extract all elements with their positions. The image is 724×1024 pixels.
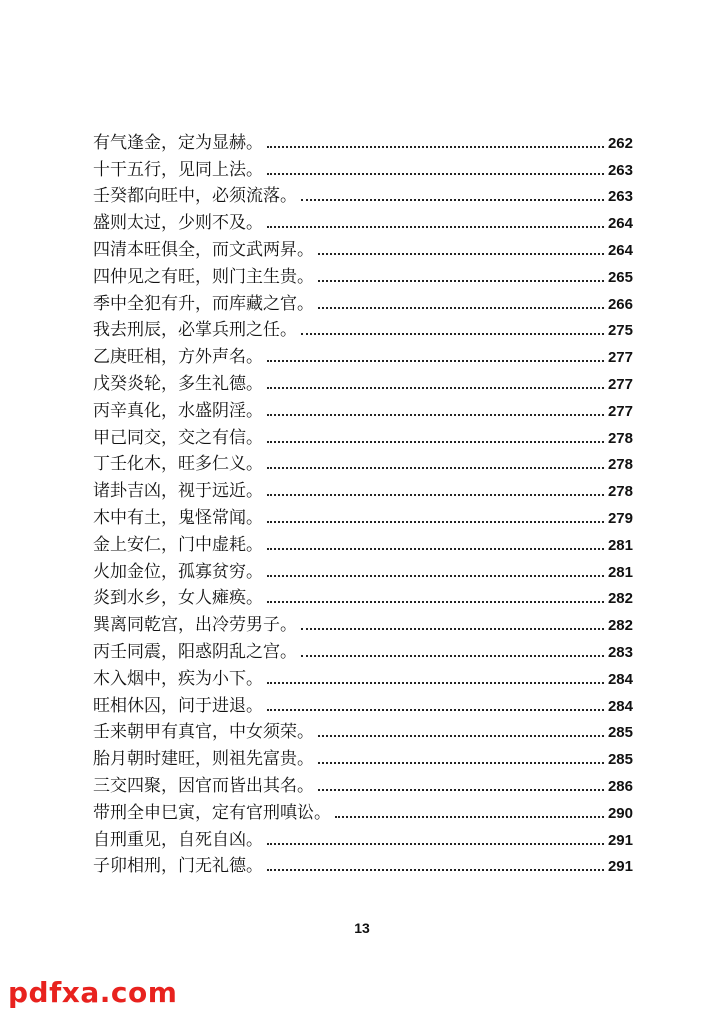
- dot-leader: [267, 414, 604, 416]
- dot-leader: [318, 762, 604, 764]
- dot-leader: [267, 601, 604, 603]
- toc-entry-title: 乙庚旺相，方外声名。: [93, 347, 263, 368]
- toc-entry-title: 甲己同交，交之有信。: [93, 427, 263, 448]
- toc-entry[interactable]: [93, 422, 633, 449]
- toc-entry-page: 266: [607, 295, 633, 313]
- dot-leader: [301, 655, 604, 657]
- dot-leader: [267, 709, 604, 711]
- dot-leader: [267, 843, 604, 845]
- toc-entry[interactable]: [93, 502, 633, 529]
- dot-leader: [267, 387, 604, 389]
- toc-entry-title: 金上安仁，门中虚耗。: [93, 534, 263, 555]
- page-number: 13: [354, 920, 370, 936]
- toc-entry[interactable]: [93, 207, 633, 234]
- toc-entry-page: 279: [607, 509, 633, 527]
- toc-entry-title: 戊癸炎轮，多生礼德。: [93, 373, 263, 394]
- toc-entry-page: 291: [607, 831, 633, 849]
- toc-entry-page: 283: [607, 643, 633, 661]
- toc-entry-page: 282: [607, 590, 633, 608]
- toc-entry[interactable]: [93, 717, 633, 744]
- toc-entry-page: 284: [607, 697, 633, 715]
- toc-entry[interactable]: [93, 341, 633, 368]
- toc-entry[interactable]: [93, 797, 633, 824]
- toc-entry-page: 265: [607, 268, 633, 286]
- dot-leader: [301, 333, 604, 335]
- dot-leader: [267, 467, 604, 469]
- dot-leader: [318, 789, 604, 791]
- dot-leader: [267, 173, 604, 175]
- dot-leader: [301, 628, 604, 630]
- toc-entry-page: 286: [607, 777, 633, 795]
- toc-entry-title: 带刑全申巳寅，定有官刑嗔讼。: [93, 802, 331, 823]
- toc-entry-page: 262: [607, 134, 633, 152]
- toc-entry-page: 263: [607, 161, 633, 179]
- toc-entry-title: 木入烟中，疾为小下。: [93, 668, 263, 689]
- dot-leader: [267, 869, 604, 871]
- toc-entry[interactable]: [93, 127, 633, 154]
- toc-entry-title: 巽离同乾宫，出冷劳男子。: [93, 615, 297, 636]
- toc-entry-page: 263: [607, 188, 633, 206]
- dot-leader: [267, 441, 604, 443]
- toc-entry-title: 炎到水乡，女人瘫痪。: [93, 588, 263, 609]
- toc-entry[interactable]: [93, 288, 633, 315]
- toc-entry-page: 278: [607, 429, 633, 447]
- toc-entry[interactable]: [93, 395, 633, 422]
- toc-entry[interactable]: [93, 315, 633, 342]
- toc-entry-page: 264: [607, 241, 633, 259]
- toc-entry-title: 四仲见之有旺，则门主生贵。: [93, 266, 314, 287]
- toc-entry-title: 丁壬化木，旺多仁义。: [93, 454, 263, 475]
- dot-leader: [335, 816, 604, 818]
- toc-entry-page: 285: [607, 751, 633, 769]
- toc-entry[interactable]: [93, 770, 633, 797]
- toc-entry-page: 291: [607, 858, 633, 876]
- dot-leader: [267, 682, 604, 684]
- toc-entry-page: 290: [607, 804, 633, 822]
- dot-leader: [267, 360, 604, 362]
- dot-leader: [267, 226, 604, 228]
- dot-leader: [267, 494, 604, 496]
- toc-entry[interactable]: [93, 583, 633, 610]
- dot-leader: [318, 280, 604, 282]
- table-of-contents: [93, 127, 633, 877]
- toc-entry-title: 胎月朝时建旺，则祖先富贵。: [93, 749, 314, 770]
- toc-entry[interactable]: [93, 368, 633, 395]
- toc-entry-page: 281: [607, 536, 633, 554]
- toc-entry-title: 火加金位，孤寡贫穷。: [93, 561, 263, 582]
- toc-entry[interactable]: [93, 261, 633, 288]
- toc-entry[interactable]: [93, 636, 633, 663]
- toc-entry-title: 三交四聚，因官而皆出其名。: [93, 775, 314, 796]
- dot-leader: [318, 253, 604, 255]
- toc-entry[interactable]: [93, 690, 633, 717]
- toc-entry-title: 季中全犯有升，而库藏之官。: [93, 293, 314, 314]
- dot-leader: [318, 735, 604, 737]
- toc-entry-title: 丙壬同震，阳惑阴乱之宫。: [93, 641, 297, 662]
- toc-entry[interactable]: [93, 449, 633, 476]
- toc-entry[interactable]: [93, 743, 633, 770]
- toc-entry[interactable]: [93, 234, 633, 261]
- toc-entry[interactable]: [93, 851, 633, 878]
- dot-leader: [267, 521, 604, 523]
- toc-entry-page: 277: [607, 402, 633, 420]
- toc-entry-page: 275: [607, 322, 633, 340]
- toc-entry-title: 四清本旺俱全，而文武两昇。: [93, 239, 314, 260]
- toc-entry-page: 281: [607, 563, 633, 581]
- toc-entry-title: 有气逢金，定为显赫。: [93, 132, 263, 153]
- toc-entry-title: 自刑重见，自死自凶。: [93, 829, 263, 850]
- toc-entry-page: 284: [607, 670, 633, 688]
- dot-leader: [267, 548, 604, 550]
- toc-entry-page: 278: [607, 483, 633, 501]
- toc-entry[interactable]: [93, 556, 633, 583]
- toc-entry-page: 277: [607, 349, 633, 367]
- toc-entry-title: 木中有土，鬼怪常闻。: [93, 507, 263, 528]
- toc-entry[interactable]: [93, 181, 633, 208]
- toc-entry-title: 旺相休囚，问于进退。: [93, 695, 263, 716]
- dot-leader: [318, 307, 604, 309]
- toc-entry[interactable]: [93, 824, 633, 851]
- dot-leader: [301, 199, 604, 201]
- toc-entry-title: 十干五行，见同上法。: [93, 159, 263, 180]
- toc-entry-title: 诸卦吉凶，视于远近。: [93, 481, 263, 502]
- dot-leader: [267, 146, 604, 148]
- toc-entry-title: 壬癸都向旺中，必须流落。: [93, 186, 297, 207]
- toc-entry-page: 282: [607, 617, 633, 635]
- toc-entry-title: 丙辛真化，水盛阴淫。: [93, 400, 263, 421]
- watermark: pdfxa.com: [8, 976, 178, 1009]
- toc-entry[interactable]: [93, 475, 633, 502]
- toc-entry[interactable]: [93, 529, 633, 556]
- toc-entry-title: 子卯相刑，门无礼德。: [93, 856, 263, 877]
- toc-entry-title: 壬来朝甲有真官，中女须荣。: [93, 722, 314, 743]
- toc-entry-title: 我去刑辰，必掌兵刑之任。: [93, 320, 297, 341]
- toc-entry-page: 264: [607, 215, 633, 233]
- toc-entry-page: 285: [607, 724, 633, 742]
- toc-entry-page: 278: [607, 456, 633, 474]
- toc-entry[interactable]: [93, 154, 633, 181]
- toc-entry-title: 盛则太过，少则不及。: [93, 213, 263, 234]
- toc-entry-page: 277: [607, 375, 633, 393]
- toc-entry[interactable]: [93, 609, 633, 636]
- dot-leader: [267, 575, 604, 577]
- toc-entry[interactable]: [93, 663, 633, 690]
